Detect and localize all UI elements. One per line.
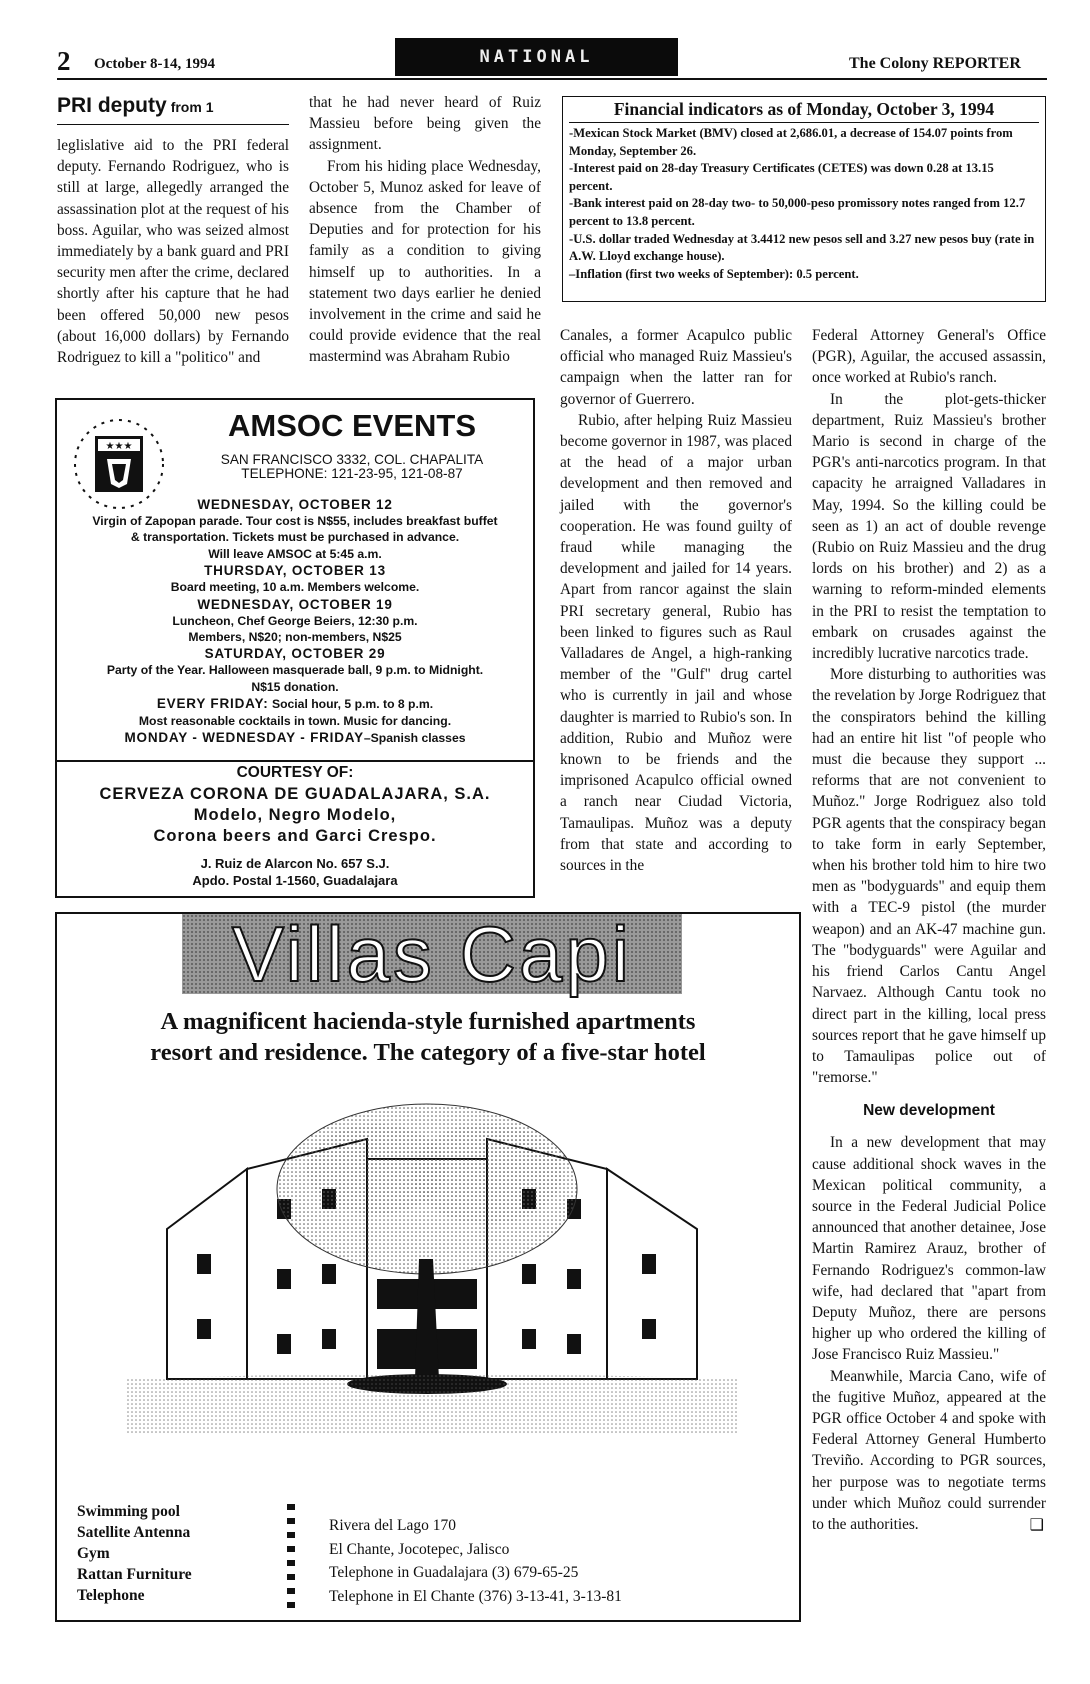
sponsor-brands: Modelo, Negro Modelo, [193,806,397,824]
event-line: & transportation. Tickets must be purchased in advance. [130,530,460,545]
amenity-item: Swimming pool [77,1503,180,1520]
villas-headline-line: A magnificent hacienda-style furnished apartments [160,1008,696,1035]
event-line [57,729,533,746]
paragraph: From his hiding place Wednesday, October 5, Munoz asked for leave of absence from the Chamber of Deputies and for protection for his family as a condition to giving himself up to authorities. In a statement two days earlier he denied involvement in the crime and said he could provide evidence that the real mastermind was Abraham Rubio [309,157,541,366]
article-column-1 [57,135,289,368]
financial-item: -Bank interest paid on 28-day two- to 50,000-peso promissory notes ranged from 12.7 percent to 13.8 percent. [569,196,1026,228]
event-day: WEDNESDAY, OCTOBER 19 [197,596,393,612]
subhead: New development [863,1102,995,1120]
courtesy-label: COURTESY OF: [236,764,354,781]
separator-bullets [287,1504,295,1612]
amenity-item: Gym [77,1545,110,1562]
address-line: El Chante, Jocotepec, Jalisco [329,1540,510,1558]
event-line: Members, N$20; non-members, N$25 [188,630,402,645]
financial-item: -Interest paid on 28-day Treasury Certificates (CETES) was down 0.28 at 13.15 percent. [569,161,994,193]
article-column-3 [560,325,792,876]
paragraph: Federal Attorney General's Office (PGR), Aguilar, the accused assassin, once worked at Rubio's ranch. [812,327,1046,387]
paragraph: leglislative aid to the PRI federal deputy. Fernando Rodriguez, who is still at large, allegedly arranged the assassination plot at the request of his boss. Aguilar, who was seized almost immediately by a bank guard and PRI security men after the crime, declared shortly after his capture that he had been offered 50,000 new pesos (about 16,000 dollars) by Fernando Rodriguez to kill a "politico" and [57,137,289,367]
event-line: Virgin of Zapopan parade. Tour cost is N$55, includes breakfast buffet [92,514,498,528]
financial-item: –Inflation (first two weeks of September): 0.5 percent. [569,266,859,281]
amsoc-address: SAN FRANCISCO 3332, COL. CHAPALITA [220,452,484,467]
masthead: The Colony REPORTER [849,55,1021,72]
event-day: MONDAY - WEDNESDAY - FRIDAY [124,730,364,746]
villas-capi-ad [55,912,801,1622]
address-line: Telephone in Guadalajara (3) 679-65-25 [329,1564,579,1581]
sponsor-address: J. Ruiz de Alarcon No. 657 S.J. [200,856,390,871]
event-line: Will leave AMSOC at 5:45 a.m. [208,546,382,561]
issue-date: October 8-14, 1994 [94,56,215,72]
amenities-list [77,1501,192,1606]
financial-item: -Mexican Stock Market (BMV) closed at 2,686.01, a decrease of 154.07 points from Monday, September 26. [569,126,1013,158]
financial-indicators-box [562,96,1046,302]
amenity-item: Telephone [77,1587,145,1604]
paragraph: In a new development that may cause additional shock waves in the Mexican political community, a source in the Federal Judicial Police announced that another detainee, Jose Martin Ramirez Arauz, brother of Fernando Rodriguez's common-law wife, had declared that "apart from Deputy Muñoz, there are persons higher up who ordered the killing of Jose Francisco Ruiz Massieu." [812,1134,1046,1364]
event-day: WEDNESDAY, OCTOBER 12 [197,497,393,512]
svg-text:★★★: ★★★ [105,441,133,452]
paragraph: Meanwhile, Marcia Cano, wife of the fugitive Muñoz, appeared at the PGR office October 4 and spoke with Federal Attorney General Humberto Treviño. According to PGR sources, her purpose was to negotiate terms under which Muñoz could surrender to the authorities. [812,1367,1046,1533]
hacienda-illustration [127,1079,737,1434]
amsoc-title: AMSOC EVENTS [227,408,477,443]
headline-text: PRI deputy [57,94,167,117]
event-line: N$15 donation. [251,679,339,694]
address-line: Telephone in El Chante (376) 3-13-41, 3-13-81 [329,1587,622,1605]
financial-title: Financial indicators as of Monday, October 3, 1994 [613,99,995,119]
event-line: Board meeting, 10 a.m. Members welcome. [170,580,420,595]
page-number: 2 [57,46,71,76]
event-line: Most reasonable cocktails in town. Music for dancing. [138,713,452,728]
end-mark-icon: ❑ [1029,1517,1044,1535]
paragraph: More disturbing to authorities was the revelation by Jorge Rodriguez that the conspirators behind the killing had an entire hit list "of people who must die because they support ... reforms that are not convenient to Muñoz." Jorge Rodriguez also told PGR agents that the conspiracy began to take form in early September, when his brother told him to hire two men as "bodyguards" and equip them with a TEC-9 pistol (the murder weapon) and an AK-47 machine gun. The "bodyguards" were Aguilar and his friend Carlos Cantu Angel Narvaez. Although Cantu took no direct part in the killing, local press sources report that he gave himself up to Tamaulipas police out of "remorse." [812,666,1046,1087]
amenity-item: Rattan Furniture [77,1566,192,1583]
amenity-item: Satellite Antenna [77,1524,191,1541]
villas-address [329,1514,622,1608]
paragraph: Canales, a former Acapulco public official who managed Ruiz Massieu's campaign when the latter ran for governor of Guerrero. [560,327,792,408]
headline-rule [57,124,289,125]
event-day: SATURDAY, OCTOBER 29 [204,646,386,662]
article-column-2 [309,92,541,368]
event-line [57,695,533,712]
address-line: Rivera del Lago 170 [329,1517,456,1534]
villas-title: Villas Capi [231,910,633,998]
amsoc-telephone: TELEPHONE: 121-23-95, 121-08-87 [241,466,463,481]
event-line: –Spanish classes [363,731,466,746]
amsoc-events-ad [55,398,535,898]
article-column-4 [812,325,1046,1535]
villas-title-banner [182,910,682,998]
amsoc-events-list [57,496,533,746]
villas-headline [57,1006,799,1068]
paragraph: In the plot-gets-thicker department, Ruiz Massieu's brother Mario is second in charge of the PGR's anti-narcotics program. In that capacity he arraigned Valladares in May, 1994. So the killing could be seen as 1) an act of double revenge (Rubio on Ruiz Massieu and the drug lords on his brother) and 2) as a warning to reform-minded elements in the PRI to resist the temptation to embark on crusades against the incredibly lucrative narcotics trade. [812,390,1046,663]
sponsor-brands: Corona beers and Garci Crespo. [153,827,437,845]
section-banner: NATIONAL [395,38,678,76]
header-rule [57,78,1047,80]
villas-headline-line: resort and residence. The category of a five-star hotel [150,1039,706,1066]
amsoc-courtesy [57,764,533,889]
sponsor-address: Apdo. Postal 1-1560, Guadalajara [192,873,398,888]
event-day: EVERY FRIDAY: [156,696,269,712]
paragraph: Rubio, after helping Ruiz Massieu become governor in 1987, was placed at the head of a major urban development and then removed and jailed with the governor's cooperation. He was found guilty of fraud while managing the development and jailed for 14 years. Apart from rancor against the slain PRI secretary general, Rubio has been linked to figures such as Raul Valladares de Angel, a high-ranking member of the "Gulf" drug cartel who is currently in jail and whose daughter is married to Rubio's son. In addition, Rubio and Muñoz were known to be friends and the imprisoned Acapulco official owned a ranch near Ciudad Victoria, Tamaulipas. Muñoz was a deputy from that state and according to sources in the [560,411,792,875]
event-line: Luncheon, Chef George Beiers, 12:30 p.m. [172,613,418,628]
event-line: Party of the Year. Halloween masquerade ball, 9 p.m. to Midnight. [106,663,484,678]
event-line: Social hour, 5 p.m. to 8 p.m. [271,697,434,712]
article-headline [57,94,289,118]
sponsor-name: CERVEZA CORONA DE GUADALAJARA, S.A. [99,785,491,803]
headline-continued: from 1 [170,99,214,115]
paragraph: that he had never heard of Ruiz Massieu before being given the assignment. [309,94,541,154]
event-day: THURSDAY, OCTOBER 13 [204,563,386,579]
amsoc-divider [57,760,533,762]
financial-item: -U.S. dollar traded Wednesday at 3.4412 new pesos sell and 3.27 new pesos buy (rate in A.W. Lloyd exchange house). [569,231,1035,264]
